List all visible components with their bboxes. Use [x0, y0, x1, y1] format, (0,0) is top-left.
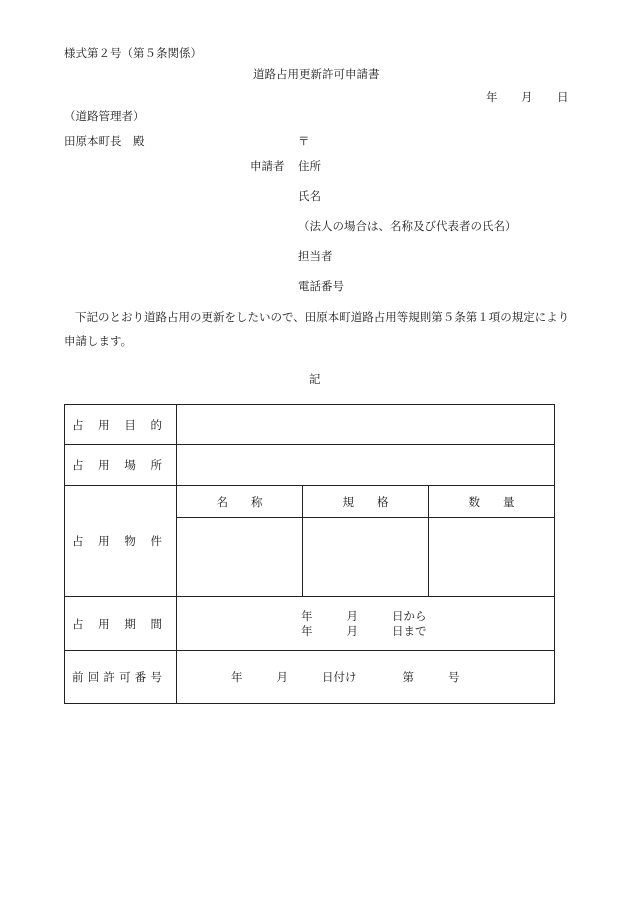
document-title: 道路占用更新許可申請書: [253, 67, 380, 81]
period-field[interactable]: [177, 597, 555, 651]
object-header-row: [65, 486, 555, 518]
purpose-row: [65, 405, 555, 445]
object-label: 占用物件: [65, 486, 177, 597]
date-day: 日: [557, 90, 569, 104]
ki-heading: 記: [309, 372, 321, 386]
form-number: 様式第２号（第５条関係）: [64, 46, 202, 60]
period-row: [65, 597, 555, 651]
purpose-field[interactable]: [177, 405, 555, 445]
period-from: 年 月 日から: [301, 608, 427, 623]
name-label: 氏名: [298, 189, 321, 203]
person-in-charge-label: 担当者: [298, 249, 333, 263]
col-name-header: 名 称: [177, 486, 303, 518]
col-spec-header: 規 格: [303, 486, 429, 518]
place-label: 占用場所: [65, 445, 177, 486]
prev-permit-field[interactable]: 年 月 日付け 第 号: [177, 651, 555, 704]
col-qty-header: 数 量: [429, 486, 555, 518]
corporation-note: （法人の場合は、名称及び代表者の氏名）: [298, 219, 517, 233]
object-spec-field[interactable]: [303, 518, 429, 597]
addressee: 田原本町長 殿: [64, 134, 145, 148]
applicant-label: 申請者: [250, 159, 285, 173]
addressee-note: （道路管理者）: [64, 109, 145, 123]
object-name-field[interactable]: [177, 518, 303, 597]
place-field[interactable]: [177, 445, 555, 486]
prev-permit-label: 前回許可番号: [65, 651, 177, 704]
phone-label: 電話番号: [298, 279, 344, 293]
date-month: 月: [521, 90, 533, 104]
postal-mark: 〒: [298, 134, 310, 148]
period-to: 年 月 日まで: [301, 623, 427, 638]
place-row: [65, 445, 555, 486]
address-label: 住所: [298, 159, 321, 173]
request-paragraph: 下記のとおり道路占用の更新をしたいので、田原本町道路占用等規則第５条第１項の規定により申請します。: [64, 310, 570, 348]
purpose-label: 占用目的: [65, 405, 177, 445]
period-label: 占用期間: [65, 597, 177, 651]
prev-permit-row: [65, 651, 555, 704]
date-year: 年: [486, 90, 498, 104]
object-qty-field[interactable]: [429, 518, 555, 597]
application-table: [64, 404, 555, 704]
